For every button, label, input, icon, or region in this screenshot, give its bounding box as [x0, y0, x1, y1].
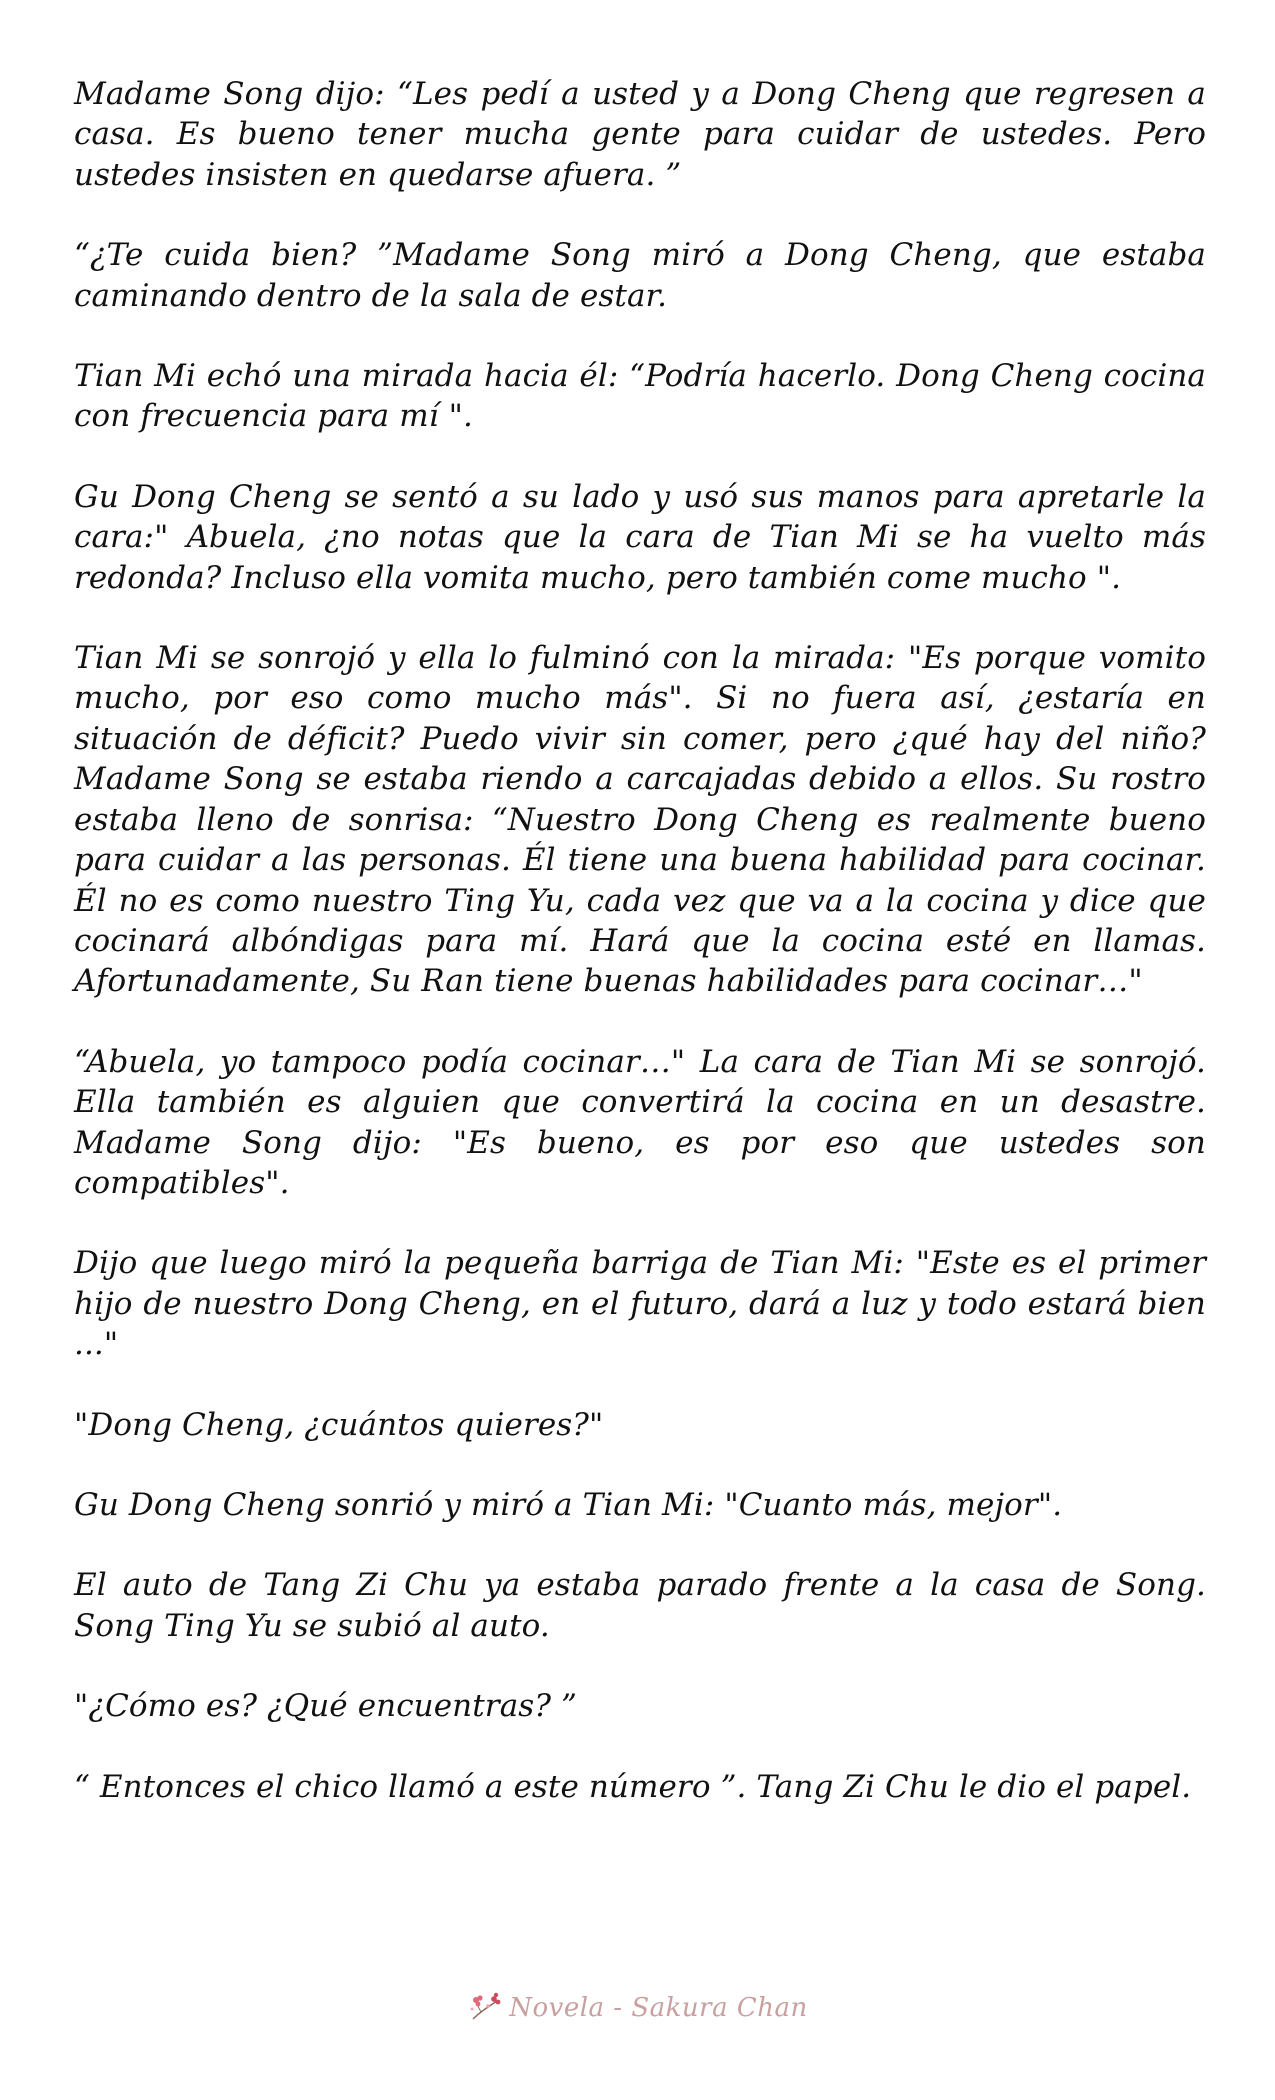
paragraph-2: “¿Te cuida bien? ”Madame Song miró a Dong Cheng, que estaba caminando dentro de la sala de estar. [74, 237, 1206, 314]
footer-brand-text: Novela - Sakura Chan [509, 1993, 808, 2023]
paragraph-9: Gu Dong Cheng sonrió y miró a Tian Mi: "Cuanto más, mejor". [74, 1486, 1063, 1523]
paragraph-6: “Abuela, yo tampoco podía cocinar…" La cara de Tian Mi se sonrojó. Ella también es alguien que convertirá la cocina en un desastre. Madame Song dijo: "Es bueno, es por eso que ustedes son compatibles". [74, 1043, 1206, 1201]
paragraph-1: Madame Song dijo: “Les pedí a usted y a Dong Cheng que regresen a casa. Es bueno tener mucha gente para cuidar de ustedes. Pero ustedes insisten en quedarse afuera. ” [74, 76, 1206, 193]
paragraph-11: "¿Cómo es? ¿Qué encuentras? ” [74, 1688, 577, 1725]
paragraph-7: Dijo que luego miró la pequeña barriga de Tian Mi: "Este es el primer hijo de nuestro Dong Cheng, en el futuro, dará a luz y todo estará bien ..." [74, 1245, 1206, 1363]
sakura-flower-icon [467, 1991, 503, 2025]
paragraph-5: Tian Mi se sonrojó y ella lo fulminó con la mirada: "Es porque vomito mucho, por eso como mucho más". Si no fuera así, ¿estaría en situación de déficit? Puedo vivir sin comer, pero ¿qué hay del niño? Madame Song se estaba riendo a carcajadas debido a ellos. Su rostro estaba lleno de sonrisa: “Nuestro Dong Cheng es realmente bueno para cuidar a las personas. Él tiene una buena habilidad para cocinar. Él no es como nuestro Ting Yu, cada vez que va a la cocina y dice que cocinará albóndigas para mí. Hará que la cocina esté en llamas. Afortunadamente, Su Ran tiene buenas habilidades para cocinar…" [74, 640, 1206, 1000]
paragraph-8: "Dong Cheng, ¿cuántos quieres?" [74, 1406, 604, 1443]
paragraph-12: “ Entonces el chico llamó a este número ”. Tang Zi Chu le dio el papel. [74, 1768, 1192, 1805]
paragraph-4: Gu Dong Cheng se sentó a su lado y usó sus manos para apretarle la cara:" Abuela, ¿no notas que la cara de Tian Mi se ha vuelto más redonda? Incluso ella vomita mucho, pero también come mucho ". [74, 478, 1206, 596]
paragraph-3: Tian Mi echó una mirada hacia él: “Podría hacerlo. Dong Cheng cocina con frecuencia para mí ". [74, 358, 1206, 435]
document-body [74, 74, 1206, 1847]
footer-watermark [0, 1991, 1275, 2025]
paragraph-10: El auto de Tang Zi Chu ya estaba parado frente a la casa de Song. Song Ting Yu se subió al auto. [74, 1567, 1206, 1644]
